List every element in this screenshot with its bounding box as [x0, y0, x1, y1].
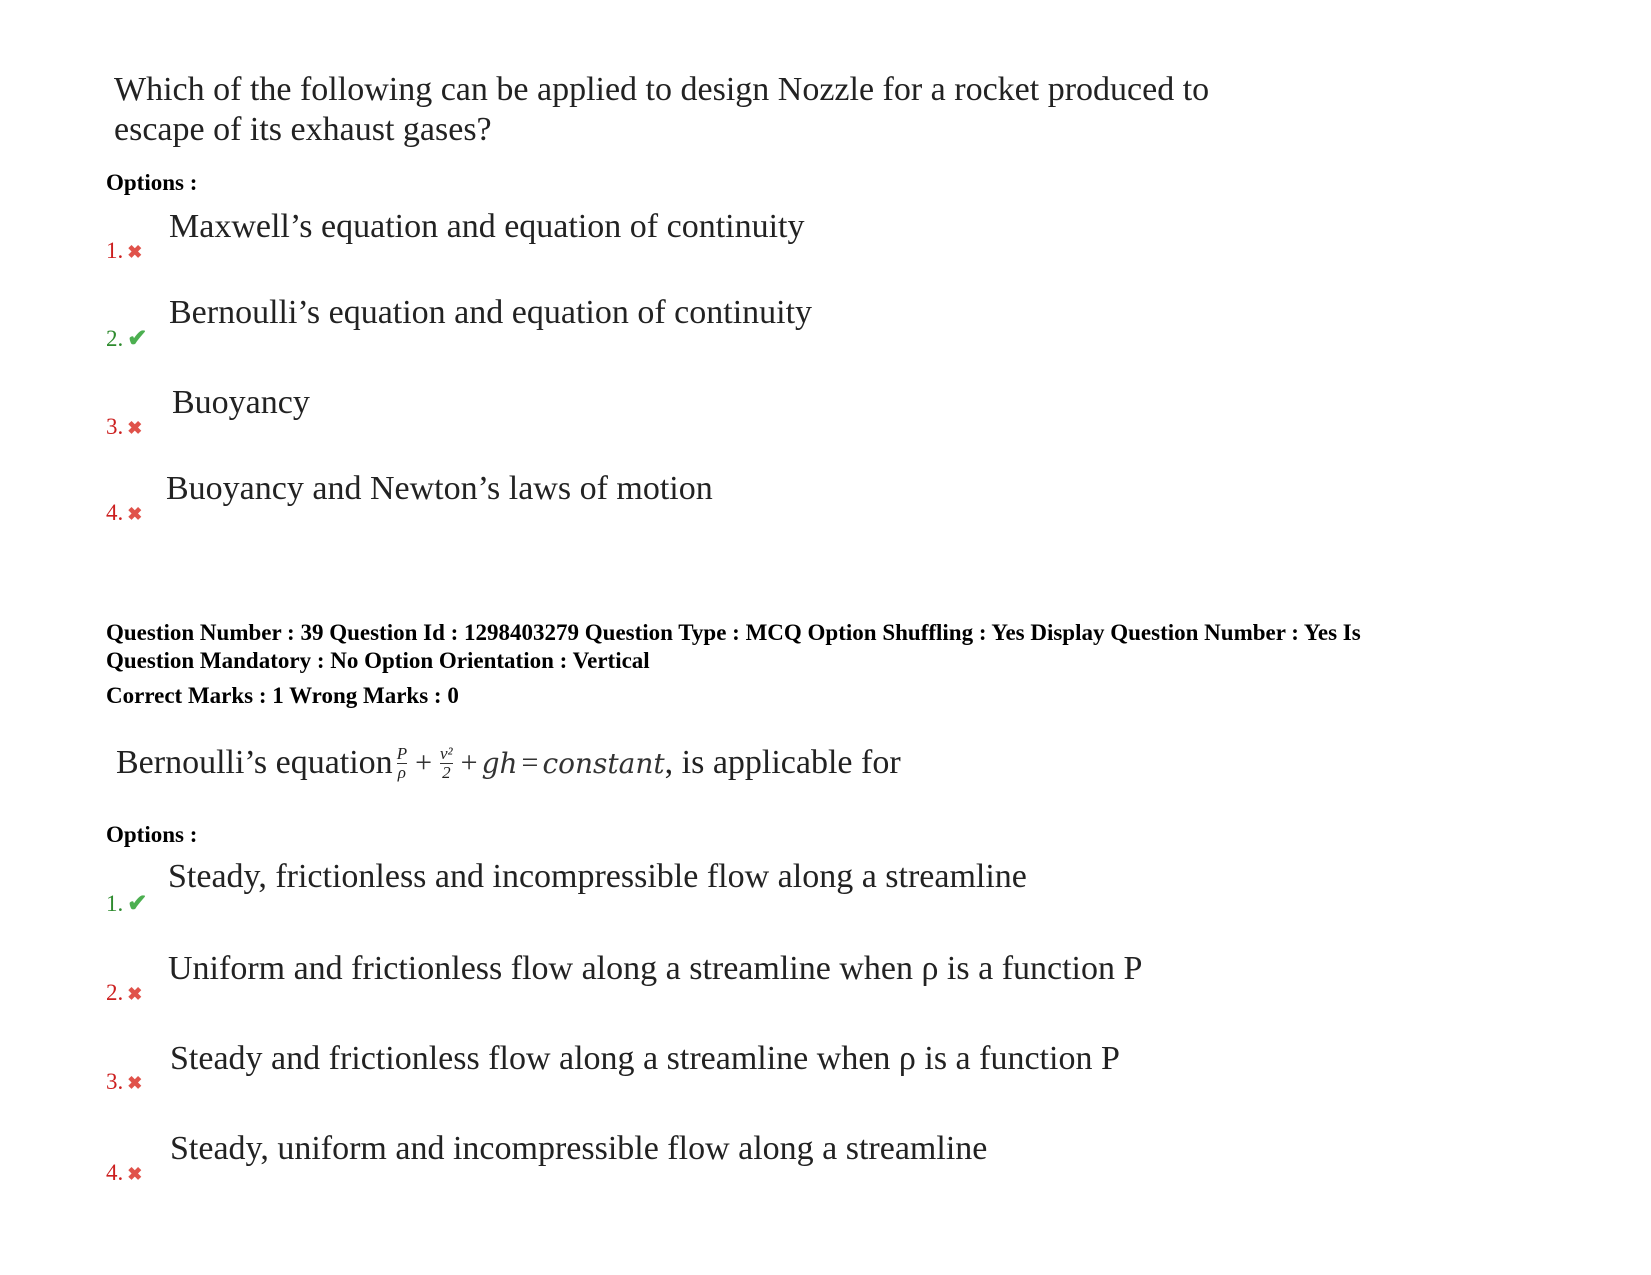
option-number: 3.	[106, 414, 124, 439]
cross-icon: ✖	[127, 242, 143, 262]
plus-sign: +	[415, 746, 432, 779]
fraction-denominator: 2	[442, 762, 451, 782]
option-number: 3.	[106, 1069, 124, 1094]
q39-option-3	[106, 1069, 142, 1095]
q38-option-3-text: Buoyancy	[172, 384, 310, 421]
q38-option-4-text: Buoyancy and Newton’s laws of motion	[166, 470, 713, 507]
equals-sign: =	[521, 746, 539, 779]
question-39-text	[116, 733, 901, 793]
plus-sign: +	[460, 746, 478, 779]
q38-option-1-text: Maxwell’s equation and equation of continuity	[169, 208, 805, 245]
question-suffix: , is applicable for	[664, 744, 901, 781]
q39-option-4	[106, 1160, 142, 1186]
q38-option-4	[106, 500, 142, 526]
check-icon: ✔	[127, 891, 148, 917]
cross-icon: ✖	[127, 1164, 143, 1184]
question-38-text-line1: Which of the following can be applied to design Nozzle for a rocket produced to	[114, 71, 1210, 108]
q39-option-3-text: Steady and frictionless flow along a streamline when ρ is a function P	[170, 1040, 1120, 1077]
question-39-meta-line1: Question Number : 39 Question Id : 1298403279 Question Type : MCQ Option Shuffling : Yes Display Question Number : Yes Is	[106, 620, 1361, 645]
marks-info: Correct Marks : 1 Wrong Marks : 0	[106, 683, 459, 708]
option-number: 4.	[106, 500, 124, 525]
cross-icon: ✖	[127, 504, 143, 524]
fraction-numerator: P	[396, 743, 408, 763]
option-number: 1.	[106, 891, 124, 916]
cross-icon: ✖	[127, 1073, 143, 1093]
fraction-v2-over-2	[440, 745, 453, 782]
q38-option-1	[106, 238, 142, 264]
option-number: 2.	[106, 326, 124, 351]
gh-term: gh	[481, 746, 518, 780]
fraction-p-over-rho	[397, 745, 407, 782]
option-number: 1.	[106, 238, 124, 263]
q39-option-1	[106, 889, 147, 918]
option-number: 4.	[106, 1160, 124, 1185]
question-38-text-line2: escape of its exhaust gases?	[114, 111, 492, 148]
cross-icon: ✖	[127, 984, 143, 1004]
options-label: Options :	[106, 170, 198, 195]
q38-option-3	[106, 414, 142, 440]
question-38-text	[114, 70, 1209, 150]
q39-option-1-text: Steady, frictionless and incompressible flow along a streamline	[168, 858, 1027, 895]
options-label: Options :	[106, 822, 198, 847]
constant-term: constant	[542, 746, 665, 780]
q38-option-2	[106, 324, 147, 353]
fraction-denominator: ρ	[397, 762, 406, 782]
question-39-meta-line2: Question Mandatory : No Option Orientation : Vertical	[106, 648, 650, 673]
option-number: 2.	[106, 980, 124, 1005]
q39-option-4-text: Steady, uniform and incompressible flow along a streamline	[170, 1130, 988, 1167]
question-39-meta	[106, 619, 1566, 675]
question-prefix: Bernoulli’s equation	[116, 744, 393, 781]
q38-option-2-text: Bernoulli’s equation and equation of continuity	[169, 294, 813, 331]
q39-option-2-text: Uniform and frictionless flow along a streamline when ρ is a function P	[168, 950, 1143, 987]
fraction-numerator: v²	[440, 743, 453, 763]
q39-option-2	[106, 980, 142, 1006]
cross-icon: ✖	[127, 418, 143, 438]
check-icon: ✔	[127, 326, 148, 352]
